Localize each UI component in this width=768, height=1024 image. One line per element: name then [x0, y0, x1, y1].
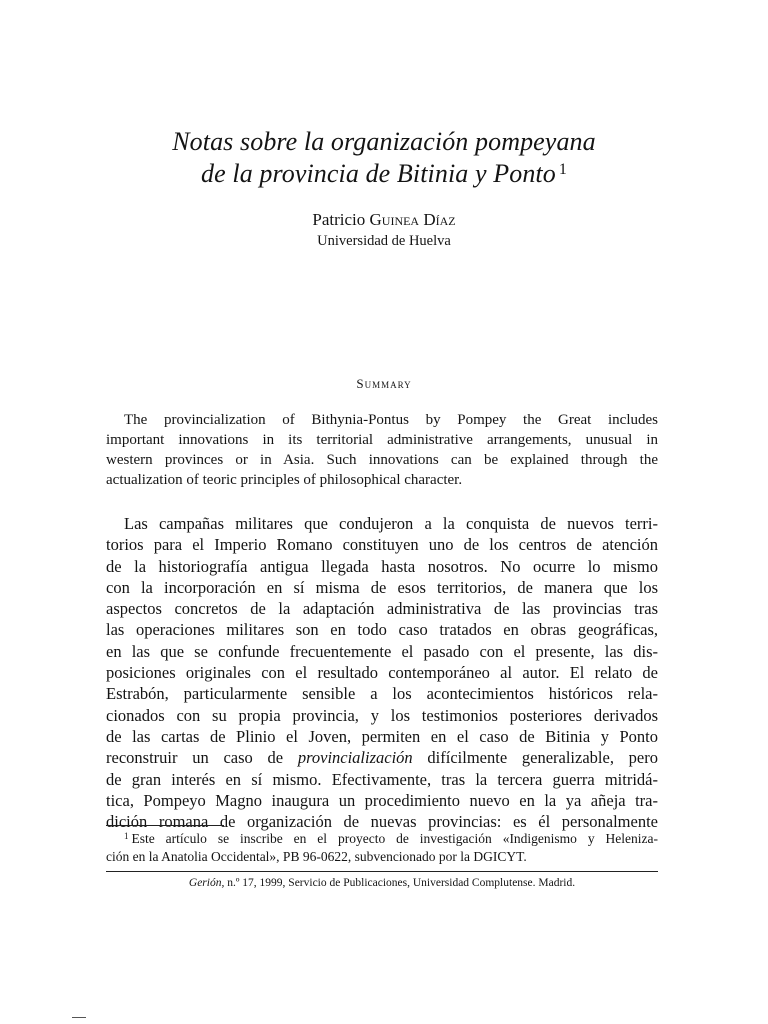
body-line: posiciones originales con el resultado contemporáneo al autor. El relato de	[106, 663, 658, 683]
author-given-name: Patricio	[312, 210, 366, 229]
body-line: en las que se confunde frecuentemente el pasado con el presente, las dis-	[106, 641, 658, 661]
body-line: tica, Pompeyo Magno inaugura un procedimiento nuevo en la ya añeja tra-	[106, 790, 658, 810]
footnote-text: Este artículo se inscribe en el proyecto de investigación «Indigenismo y Heleniza-	[131, 831, 658, 846]
journal-name: Gerión,	[188, 877, 225, 889]
body-line: de gran interés en sí mismo. Efectivamente, tras la tercera guerra mitridá-	[106, 769, 658, 789]
summary-line: actualization of teoric principles of philosophical character.	[106, 472, 463, 488]
summary-paragraph	[106, 410, 658, 490]
title-text: de la provincia de Bitinia y Ponto	[201, 159, 556, 188]
summary-line: The provincialization of Bithynia-Pontus by Pompey the Great includes	[124, 412, 658, 428]
body-line: Las campañas militares que condujeron a la conquista de nuevos terri-	[124, 514, 658, 533]
author-family-name: Guinea Díaz	[369, 210, 456, 229]
body-line: aspectos concretos de la adaptación administrativa de las provincias tras	[106, 599, 658, 619]
author-name	[150, 210, 618, 230]
italic-term: provincialización	[297, 748, 413, 768]
footnote	[106, 830, 658, 866]
body-text-segment: reconstruir un caso de	[106, 748, 298, 768]
body-line: cionados con su propia provincia, y los testimonios posteriores derivados	[106, 705, 658, 725]
body-line: Estrabón, particularmente sensible a los acontecimientos históricos rela-	[106, 684, 658, 704]
footnote-line: ción en la Anatolia Occidental», PB 96-0622, subvencionado por la DGICYT.	[106, 849, 527, 864]
article-title-line-1: Notas sobre la organización pompeyana	[172, 127, 596, 156]
citation-details: n.º 17, 1999, Servicio de Publicaciones, Universidad Complutense. Madrid.	[224, 877, 576, 889]
footnote-mark: 1	[124, 831, 129, 841]
summary-heading: Summary	[356, 376, 412, 391]
body-line: las operaciones militares son en todo caso tratados en obras geográficas,	[106, 620, 658, 640]
body-line: dición romana de organización de nuevas provincias: es él personalmente	[106, 812, 658, 832]
author-affiliation: Universidad de Huelva	[317, 233, 451, 249]
journal-citation	[106, 876, 658, 891]
article-title-line-2	[100, 158, 668, 190]
body-line-with-italic	[106, 747, 658, 768]
footnote-separator	[106, 825, 224, 826]
summary-line: western provinces or in Asia. Such innovations can be explained through the	[106, 452, 658, 468]
body-paragraph	[106, 513, 658, 832]
body-line: torios para el Imperio Romano constituyen uno de los centros de atención	[106, 535, 658, 555]
body-line: de la historiografía antigua llegada hasta nosotros. No ocurre lo mismo	[106, 556, 658, 576]
body-line: con la incorporación en sí misma de esos territorios, de manera que los	[106, 577, 658, 597]
footnote-line	[106, 830, 658, 848]
summary-line: important innovations in its territorial administrative arrangements, unusual in	[106, 432, 658, 448]
citation-separator	[106, 871, 658, 872]
body-text-segment: difícilmente generalizable, pero	[412, 748, 658, 768]
scan-mark	[72, 1017, 86, 1018]
title-footnote-mark[interactable]: 1	[558, 161, 567, 178]
body-line: de las cartas de Plinio el Joven, permiten en el caso de Bitinia y Ponto	[106, 726, 658, 746]
